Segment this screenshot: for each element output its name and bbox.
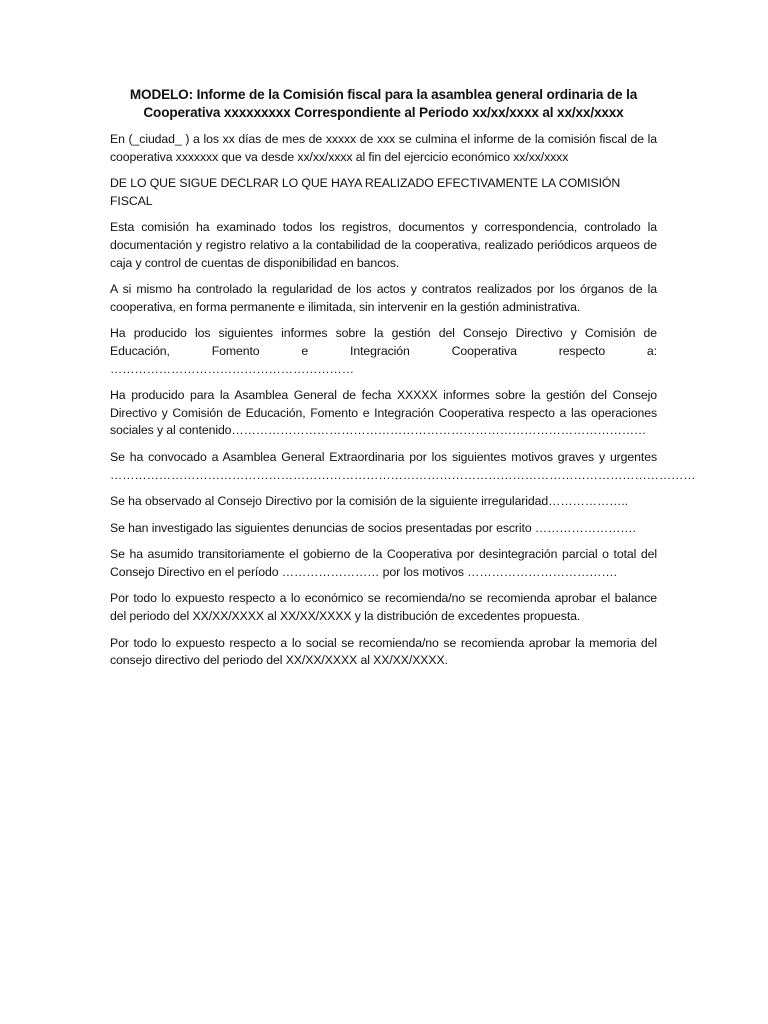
paragraph-opening: En (_ciudad_ ) a los xx días de mes de xxxxx de xxx se culmina el informe de la comisión fiscal de la cooperativa xxxxxxx que va desde xx/xx/xxxx al fin del ejercicio económico xx/xx/xxxx <box>110 132 657 164</box>
paragraph-extraordinary-assembly: Se ha convocado a Asamblea General Extraordinaria por los siguientes motivos graves y urgentes ……………………………………………………………………………………………………………………………… <box>110 449 696 482</box>
paragraph-assembly-reports: Ha producido para la Asamblea General de fecha XXXXX informes sobre la gestión del Consejo Directivo y Comisión de Educación, Fomento e Integración Cooperativa respecto a las operaciones sociales y al contenido………………………………………………………………………………………… <box>110 388 657 438</box>
document-page <box>110 86 696 679</box>
paragraph-heading-declaration: DE LO QUE SIGUE DECLRAR LO QUE HAYA REALIZADO EFECTIVAMENTE LA COMISIÓN FISCAL <box>110 176 621 208</box>
paragraph-economic-recommendation: Por todo lo expuesto respecto a lo económico se recomienda/no se recomienda aprobar el balance del periodo del XX/XX/XXXX al XX/XX/XXXX y la distribución de excedentes propuesta. <box>110 591 657 624</box>
paragraph-acts-controlled: A si mismo ha controlado la regularidad de los actos y contratos realizados por los órganos de la cooperativa, en forma permanente e ilimitada, sin intervenir en la gestión administrativa. <box>110 282 657 314</box>
paragraph-records-examined: Esta comisión ha examinado todos los registros, documentos y correspondencia, controlado la documentación y registro relativo a la contabilidad de la cooperativa, realizado periódicos arqueos de caja y control de cuentas de disponibilidad en bancos. <box>110 220 657 270</box>
paragraph-complaints: Se han investigado las siguientes denuncias de socios presentadas por escrito ……………………. <box>110 520 636 535</box>
paragraph-irregularity: Se ha observado al Consejo Directivo por la comisión de la siguiente irregularidad……………….. <box>110 494 628 509</box>
document-title: MODELO: Informe de la Comisión fiscal para la asamblea general ordinaria de la Cooperativa xxxxxxxxx Correspondiente al Periodo xx/xx/xxxx al xx/xx/xxxx <box>129 87 638 120</box>
paragraph-transitional-government: Se ha asumido transitoriamente el gobierno de la Cooperativa por desintegración parcial o total del Consejo Directivo en el período …………………… por los motivos ………………………………. <box>110 547 657 579</box>
paragraph-social-recommendation: Por todo lo expuesto respecto a lo social se recomienda/no se recomienda aprobar la memoria del consejo directivo del periodo del XX/XX/XXXX al XX/XX/XXXX. <box>110 635 657 668</box>
paragraph-reports-produced: Ha producido los siguientes informes sobre la gestión del Consejo Directivo y Comisión de Educación, Fomento e Integración Cooperativa respecto a: …………………………………………………… <box>110 326 657 376</box>
